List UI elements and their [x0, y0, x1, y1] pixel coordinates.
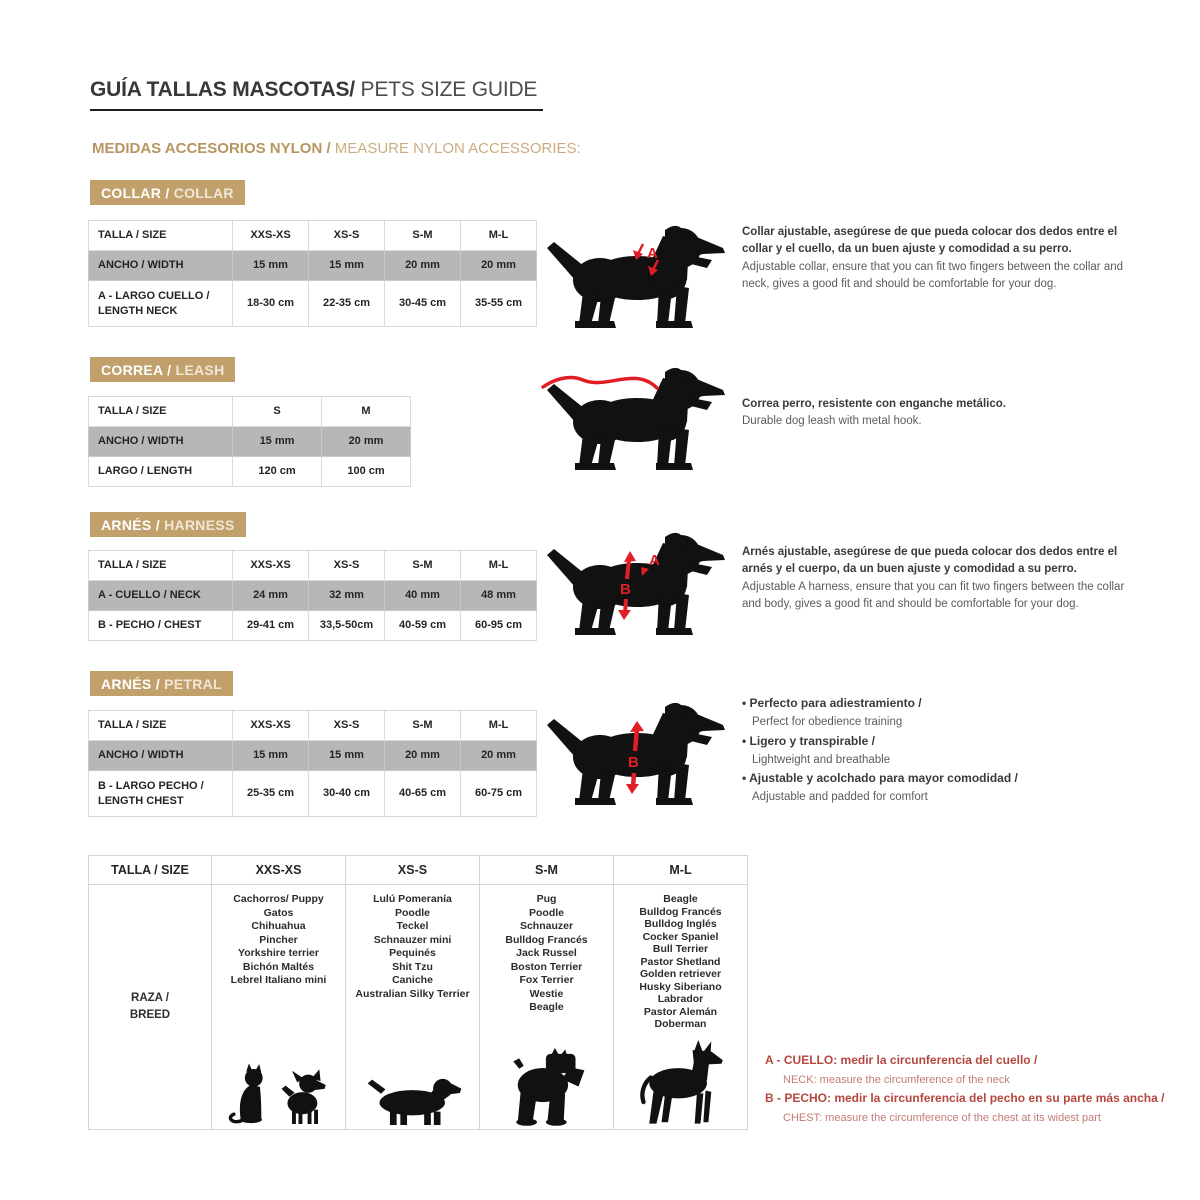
- leash-col-header: M: [322, 397, 411, 427]
- collar-badge-en: COLLAR: [169, 185, 234, 201]
- leash-line: [543, 378, 657, 388]
- neck-mark-letter: A: [647, 245, 658, 262]
- collar-dog-figure: [537, 220, 742, 332]
- petral-cell: 30-40 cm: [309, 771, 385, 817]
- harness-size-table: [88, 550, 537, 641]
- collar-cell: 30-45 cm: [385, 281, 461, 327]
- petral-cell: 15 mm: [309, 741, 385, 771]
- note-a-es: A - CUELLO: medir la circunferencia del cuello /: [765, 1053, 1038, 1067]
- neck-mark-letter: A: [649, 552, 660, 569]
- page-title-en: PETS SIZE GUIDE: [354, 78, 538, 101]
- petral-section-badge: [90, 671, 233, 696]
- page-subtitle-es: MEDIDAS ACCESORIOS NYLON /: [92, 140, 331, 157]
- leash-description: [742, 396, 1142, 431]
- page-subtitle: [92, 140, 581, 157]
- collar-description: [742, 224, 1142, 294]
- table-row: [89, 581, 537, 611]
- leash-desc-en: Durable dog leash with metal hook.: [742, 415, 922, 428]
- collar-size-table: [88, 220, 537, 327]
- petral-row-label: ANCHO / WIDTH: [89, 741, 233, 771]
- breed-list-xxs-xs: Cachorros/ Puppy Gatos Chihuahua Pincher Yorkshire terrier Bichón Maltés Lebrel Italiano mini: [230, 893, 327, 986]
- harness-cell: 33,5-50cm: [309, 611, 385, 641]
- collar-cell: 20 mm: [461, 251, 537, 281]
- harness-description: [742, 544, 1142, 614]
- petral-bullet-es: • Ajustable y acolchado para mayor comodidad /: [742, 769, 1142, 788]
- chest-mark-letter: B: [628, 754, 639, 771]
- harness-section-badge: [90, 512, 246, 537]
- chest-mark-letter: B: [620, 581, 631, 598]
- collar-col-header: TALLA / SIZE: [89, 221, 233, 251]
- breeds-col-xs-s: [346, 885, 480, 1130]
- harness-row-label: B - PECHO / CHEST: [89, 611, 233, 641]
- harness-col-header: TALLA / SIZE: [89, 551, 233, 581]
- petral-row-label: B - LARGO PECHO / LENGTH CHEST: [89, 771, 233, 817]
- petral-col-header: XS-S: [309, 711, 385, 741]
- collar-cell: 35-55 cm: [461, 281, 537, 327]
- breeds-col-header: XS-S: [346, 856, 480, 885]
- breeds-row-label: [89, 885, 212, 1130]
- measuring-notes: [765, 1050, 1164, 1126]
- page-title: [90, 78, 543, 111]
- dachshund-silhouette: [363, 1070, 463, 1128]
- collar-cell: 15 mm: [233, 251, 309, 281]
- petral-col-header: S-M: [385, 711, 461, 741]
- petral-badge-es: ARNÉS /: [101, 676, 160, 692]
- cat-silhouette: [227, 1062, 275, 1128]
- collar-desc-es: Collar ajustable, asegúrese de que pueda colocar dos dedos entre el collar y el cuello, da un buen ajuste y comodidad a su perro.: [742, 226, 1118, 256]
- collar-col-header: XXS-XS: [233, 221, 309, 251]
- collar-col-header: M-L: [461, 221, 537, 251]
- harness-badge-es: ARNÉS /: [101, 517, 160, 533]
- petral-cell: 25-35 cm: [233, 771, 309, 817]
- leash-col-header: TALLA / SIZE: [89, 397, 233, 427]
- harness-cell: 40-59 cm: [385, 611, 461, 641]
- chihuahua-silhouette: [279, 1068, 331, 1128]
- collar-desc-en: Adjustable collar, ensure that you can fit two fingers between the collar and neck, gives a good fit and should be comfortable for your dog.: [742, 260, 1124, 291]
- harness-row-label: A - CUELLO / NECK: [89, 581, 233, 611]
- collar-cell: 15 mm: [309, 251, 385, 281]
- harness-col-header: S-M: [385, 551, 461, 581]
- breeds-col-header: S-M: [480, 856, 614, 885]
- table-row: [89, 741, 537, 771]
- harness-cell: 48 mm: [461, 581, 537, 611]
- petral-feature-list: [742, 694, 1142, 807]
- leash-dog-figure: [537, 362, 742, 474]
- harness-cell: 60-95 cm: [461, 611, 537, 641]
- harness-cell: 32 mm: [309, 581, 385, 611]
- harness-desc-es: Arnés ajustable, asegúrese de que pueda colocar dos dedos entre el arnés y el cuerpo, da un buen ajuste y comodidad a su perro.: [742, 546, 1118, 576]
- harness-cell: 40 mm: [385, 581, 461, 611]
- breeds-table: [88, 855, 748, 1130]
- breeds-col-m-l: [614, 885, 748, 1130]
- harness-dog-figure: [537, 527, 742, 639]
- harness-desc-en: Adjustable A harness, ensure that you can fit two fingers between the collar and body, gives a good fit and should be comfortable for your dog.: [742, 580, 1125, 611]
- leash-cell: 20 mm: [322, 427, 411, 457]
- leash-cell: 100 cm: [322, 457, 411, 487]
- breeds-col-xxs-xs: [212, 885, 346, 1130]
- breeds-row-label-line2: BREED: [129, 1009, 171, 1021]
- leash-badge-es: CORREA /: [101, 362, 172, 378]
- breeds-col-header: M-L: [614, 856, 748, 885]
- leash-cell: 120 cm: [233, 457, 322, 487]
- table-row: [89, 856, 748, 885]
- table-row: [89, 885, 748, 1130]
- collar-cell: 20 mm: [385, 251, 461, 281]
- table-row: [89, 711, 537, 741]
- collar-col-header: XS-S: [309, 221, 385, 251]
- collar-row-label: A - LARGO CUELLO / LENGTH NECK: [89, 281, 233, 327]
- breed-list-m-l: Beagle Bulldog Francés Bulldog Inglés Cocker Spaniel Bull Terrier Pastor Shetland Golden retriever Husky Siberiano Labrador Pastor Alemán Doberman: [639, 893, 722, 1030]
- petral-bullet-es: • Ligero y transpirable /: [742, 732, 1142, 751]
- petral-col-header: TALLA / SIZE: [89, 711, 233, 741]
- leash-desc-es: Correa perro, resistente con enganche metálico.: [742, 398, 1006, 410]
- petral-bullet-en: Perfect for obedience training: [752, 716, 903, 729]
- table-row: [89, 457, 411, 487]
- harness-col-header: M-L: [461, 551, 537, 581]
- harness-cell: 24 mm: [233, 581, 309, 611]
- leash-size-table: [88, 396, 411, 487]
- breeds-col-header: XXS-XS: [212, 856, 346, 885]
- page-subtitle-en: MEASURE NYLON ACCESSORIES:: [330, 140, 581, 157]
- petral-cell: 20 mm: [461, 741, 537, 771]
- note-b-es: B - PECHO: medir la circunferencia del pecho en su parte más ancha /: [765, 1091, 1165, 1106]
- petral-bullet-es: • Perfecto para adiestramiento /: [742, 694, 1142, 713]
- petral-cell: 15 mm: [233, 741, 309, 771]
- table-row: [89, 281, 537, 327]
- petral-bullet-en: Adjustable and padded for comfort: [752, 791, 928, 804]
- collar-cell: 18-30 cm: [233, 281, 309, 327]
- collar-badge-es: COLLAR /: [101, 185, 170, 201]
- harness-col-header: XS-S: [309, 551, 385, 581]
- harness-col-header: XXS-XS: [233, 551, 309, 581]
- harness-cell: 29-41 cm: [233, 611, 309, 641]
- breeds-col-s-m: [480, 885, 614, 1130]
- collar-row-label: ANCHO / WIDTH: [89, 251, 233, 281]
- harness-badge-en: HARNESS: [159, 517, 235, 533]
- leash-row-label: LARGO / LENGTH: [89, 457, 233, 487]
- table-row: [89, 551, 537, 581]
- collar-col-header: S-M: [385, 221, 461, 251]
- petral-col-header: XXS-XS: [233, 711, 309, 741]
- leash-badge-en: LEASH: [171, 362, 225, 378]
- leash-row-label: ANCHO / WIDTH: [89, 427, 233, 457]
- petral-cell: 20 mm: [385, 741, 461, 771]
- page-title-es: GUÍA TALLAS MASCOTAS/: [90, 78, 355, 101]
- breeds-row-label-line1: RAZA /: [131, 991, 169, 1004]
- note-b-en: CHEST: measure the circumference of the chest at its widest part: [783, 1111, 1101, 1124]
- leash-section-badge: [90, 357, 235, 382]
- petral-badge-en: PETRAL: [159, 676, 222, 692]
- breed-list-s-m: Pug Poodle Schnauzer Bulldog Francés Jack Russel Boston Terrier Fox Terrier Westie Beagle: [505, 893, 588, 1013]
- leash-cell: 15 mm: [233, 427, 322, 457]
- table-row: [89, 611, 537, 641]
- breeds-col-header: TALLA / SIZE: [89, 856, 212, 885]
- schnauzer-silhouette: [504, 1048, 590, 1128]
- petral-dog-figure: [537, 697, 742, 809]
- table-row: [89, 221, 537, 251]
- table-row: [89, 397, 411, 427]
- collar-section-badge: [90, 180, 245, 205]
- petral-size-table: [88, 710, 537, 817]
- petral-cell: 40-65 cm: [385, 771, 461, 817]
- table-row: [89, 427, 411, 457]
- petral-bullet-en: Lightweight and breathable: [752, 753, 891, 766]
- petral-cell: 60-75 cm: [461, 771, 537, 817]
- table-row: [89, 771, 537, 817]
- note-a-en: NECK: measure the circumference of the neck: [783, 1073, 1010, 1086]
- collar-cell: 22-35 cm: [309, 281, 385, 327]
- petral-col-header: M-L: [461, 711, 537, 741]
- doberman-silhouette: [629, 1040, 733, 1128]
- leash-col-header: S: [233, 397, 322, 427]
- table-row: [89, 251, 537, 281]
- breed-list-xs-s: Lulú Pomeranía Poodle Teckel Schnauzer mini Pequinés Shit Tzu Caniche Australian Silky Terrier: [355, 893, 470, 1000]
